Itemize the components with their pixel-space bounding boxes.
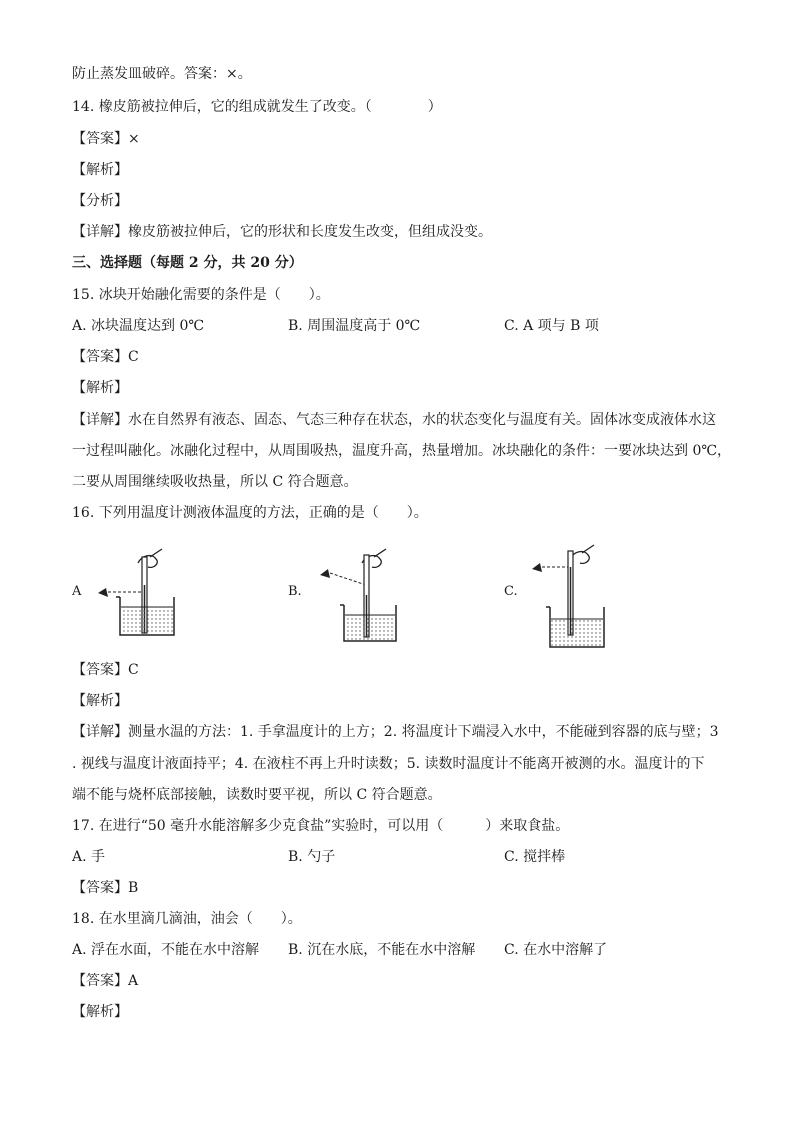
- q18-option-c: C. 在水中溶解了: [504, 942, 608, 958]
- answer-18: 【答案】A: [72, 973, 139, 989]
- q17-option-a: A. 手: [72, 849, 106, 865]
- q18-option-a: A. 浮在水面，不能在水中溶解: [72, 942, 260, 958]
- figure-a-label: A: [72, 584, 82, 599]
- analysis-15: 【解析】: [72, 380, 128, 396]
- answer-17: 【答案】B: [72, 880, 139, 896]
- detail-14: 【详解】橡皮筋被拉伸后，它的形状和长度发生改变，但组成没变。: [72, 224, 492, 240]
- figure-c-label: C.: [504, 584, 518, 599]
- question-18: 18. 在水里滴几滴油，油会（ ）。: [72, 911, 302, 927]
- q15-option-b: B. 周围温度高于 0℃: [288, 318, 421, 334]
- detail-16-line-2: . 视线与温度计液面持平；4. 在液柱不再上升时读数；5. 读数时温度计不能离开被测的水。温度计的下: [72, 756, 705, 772]
- text-line: 防止蒸发皿破碎。答案：×。: [72, 66, 252, 82]
- q17-option-b: B. 勺子: [288, 849, 336, 865]
- question-17: 17. 在进行“50 毫升水能溶解多少克食盐”实验时，可以用（ ）来取食盐。: [72, 818, 570, 834]
- q15-option-a: A. 冰块温度达到 0℃: [72, 318, 205, 334]
- detail-15-line-1: 【详解】水在自然界有液态、固态、气态三种存在状态，水的状态变化与温度有关。固体冰变成液体水这: [72, 412, 716, 428]
- q17-option-c: C. 搅拌棒: [504, 849, 566, 865]
- section-heading-3: 三、选择题（每题 2 分，共 20 分）: [72, 255, 303, 271]
- eye-icon: [532, 563, 542, 572]
- detail-15-line-3: 二要从周围继续吸收热量，所以 C 符合题意。: [72, 474, 358, 490]
- figure-b-label: B.: [288, 584, 302, 599]
- answer-14: 【答案】×: [72, 131, 140, 147]
- analysis-16: 【解析】: [72, 693, 128, 709]
- answer-16: 【答案】C: [72, 662, 139, 678]
- question-15: 15. 冰块开始融化需要的条件是（ ）。: [72, 287, 330, 303]
- detail-16-line-1: 【详解】测量水温的方法：1. 手拿温度计的上方；2. 将温度计下端浸入水中，不能碰到容器的底与壁；3: [72, 724, 719, 740]
- q18-option-b: B. 沉在水底，不能在水中溶解: [288, 942, 476, 958]
- question-14: 14. 橡皮筋被拉伸后，它的组成就发生了改变。（ ）: [72, 99, 442, 115]
- q15-option-c: C. A 项与 B 项: [504, 318, 599, 334]
- detail-15-line-2: 一过程叫融化。冰融化过程中，从周围吸热，温度升高，热量增加。冰块融化的条件：一要冰块达到 0℃，: [72, 443, 732, 459]
- eye-icon: [98, 588, 108, 597]
- thermometer-figure-a: [94, 545, 184, 640]
- thermometer-figure-c: [530, 543, 620, 651]
- analysis-18: 【解析】: [72, 1004, 128, 1020]
- fenxi-14: 【分析】: [72, 193, 128, 209]
- thermometer-figure-b: [318, 545, 408, 645]
- question-16: 16. 下列用温度计测液体温度的方法，正确的是（ ）。: [72, 505, 428, 521]
- eye-icon: [320, 569, 330, 578]
- detail-16-line-3: 端不能与烧杯底部接触，读数时要平视，所以 C 符合题意。: [72, 787, 442, 803]
- answer-15: 【答案】C: [72, 349, 139, 365]
- analysis-14: 【解析】: [72, 162, 128, 178]
